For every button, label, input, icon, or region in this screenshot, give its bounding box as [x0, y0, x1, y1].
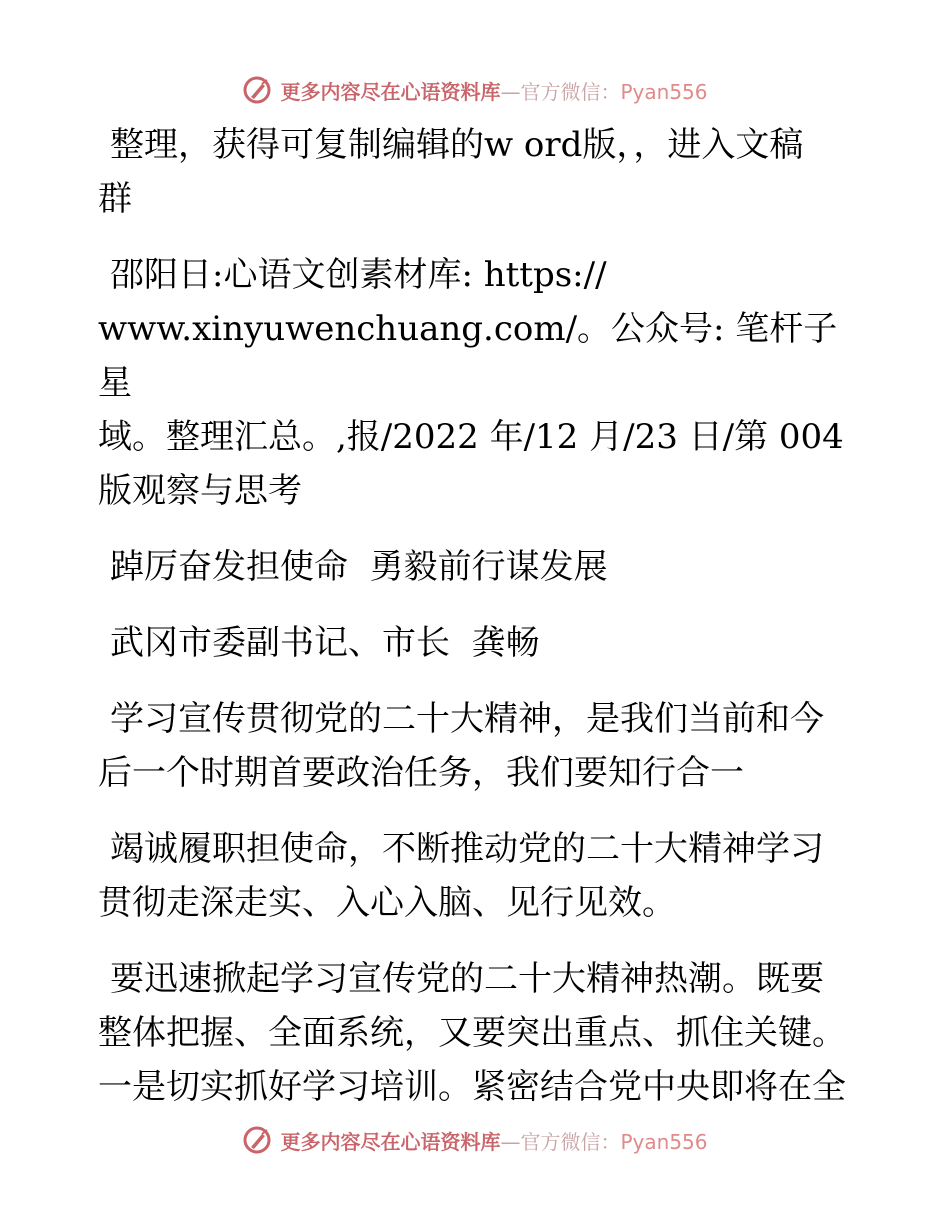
text-line: 群	[98, 179, 132, 219]
banner-separator: —	[500, 79, 521, 104]
text-line: 一是切实抓好学习培训。紧密结合党中央即将在全	[98, 1067, 846, 1107]
paragraph	[98, 692, 858, 800]
banner-account: Pyan556	[620, 1129, 708, 1154]
text-line: 竭诚履职担使命，不断推动党的二十大精神学习	[110, 829, 824, 869]
paragraph	[98, 822, 858, 930]
document-body	[98, 118, 858, 1136]
quill-logo-icon	[242, 1125, 272, 1155]
banner-sub-text: 官方微信：	[520, 79, 621, 104]
paragraph	[98, 952, 858, 1114]
text-line: 整理，获得可复制编辑的w ord版，，进入文稿	[110, 125, 804, 165]
paragraph	[98, 248, 858, 518]
paragraph	[98, 540, 858, 594]
text-line: 贯彻走深走实、入心入脑、见行见效。	[98, 883, 676, 923]
text-line: 域。整理汇总。,报/2022 年/12 月/23 日/第 004	[98, 417, 844, 457]
quill-logo-icon	[242, 75, 272, 105]
banner-separator: —	[500, 1129, 521, 1154]
text-line: 邵阳日:心语文创素材库: https://	[110, 255, 607, 295]
text-line: 版观察与思考	[98, 471, 302, 511]
header-banner	[0, 70, 950, 110]
footer-banner	[0, 1120, 950, 1160]
text-line: 后一个时期首要政治任务，我们要知行合一	[98, 753, 744, 793]
banner-sub-text: 官方微信：	[520, 1129, 621, 1154]
text-line: 踔厉奋发担使命 勇毅前行谋发展	[110, 547, 608, 587]
text-line: 学习宣传贯彻党的二十大精神，是我们当前和今	[110, 699, 824, 739]
text-line: 武冈市委副书记、市长 龚畅	[110, 623, 540, 663]
paragraph	[98, 118, 858, 226]
text-line: 整体把握、全面系统，又要突出重点、抓住关键。	[98, 1013, 846, 1053]
banner-account: Pyan556	[620, 79, 708, 104]
text-line: www.xinyuwenchuang.com/。公众号: 笔杆子星	[98, 309, 838, 403]
banner-main-text: 更多内容尽在心语资料库	[280, 79, 501, 104]
banner-main-text: 更多内容尽在心语资料库	[280, 1129, 501, 1154]
paragraph	[98, 616, 858, 670]
text-line: 要迅速掀起学习宣传党的二十大精神热潮。既要	[110, 959, 824, 999]
